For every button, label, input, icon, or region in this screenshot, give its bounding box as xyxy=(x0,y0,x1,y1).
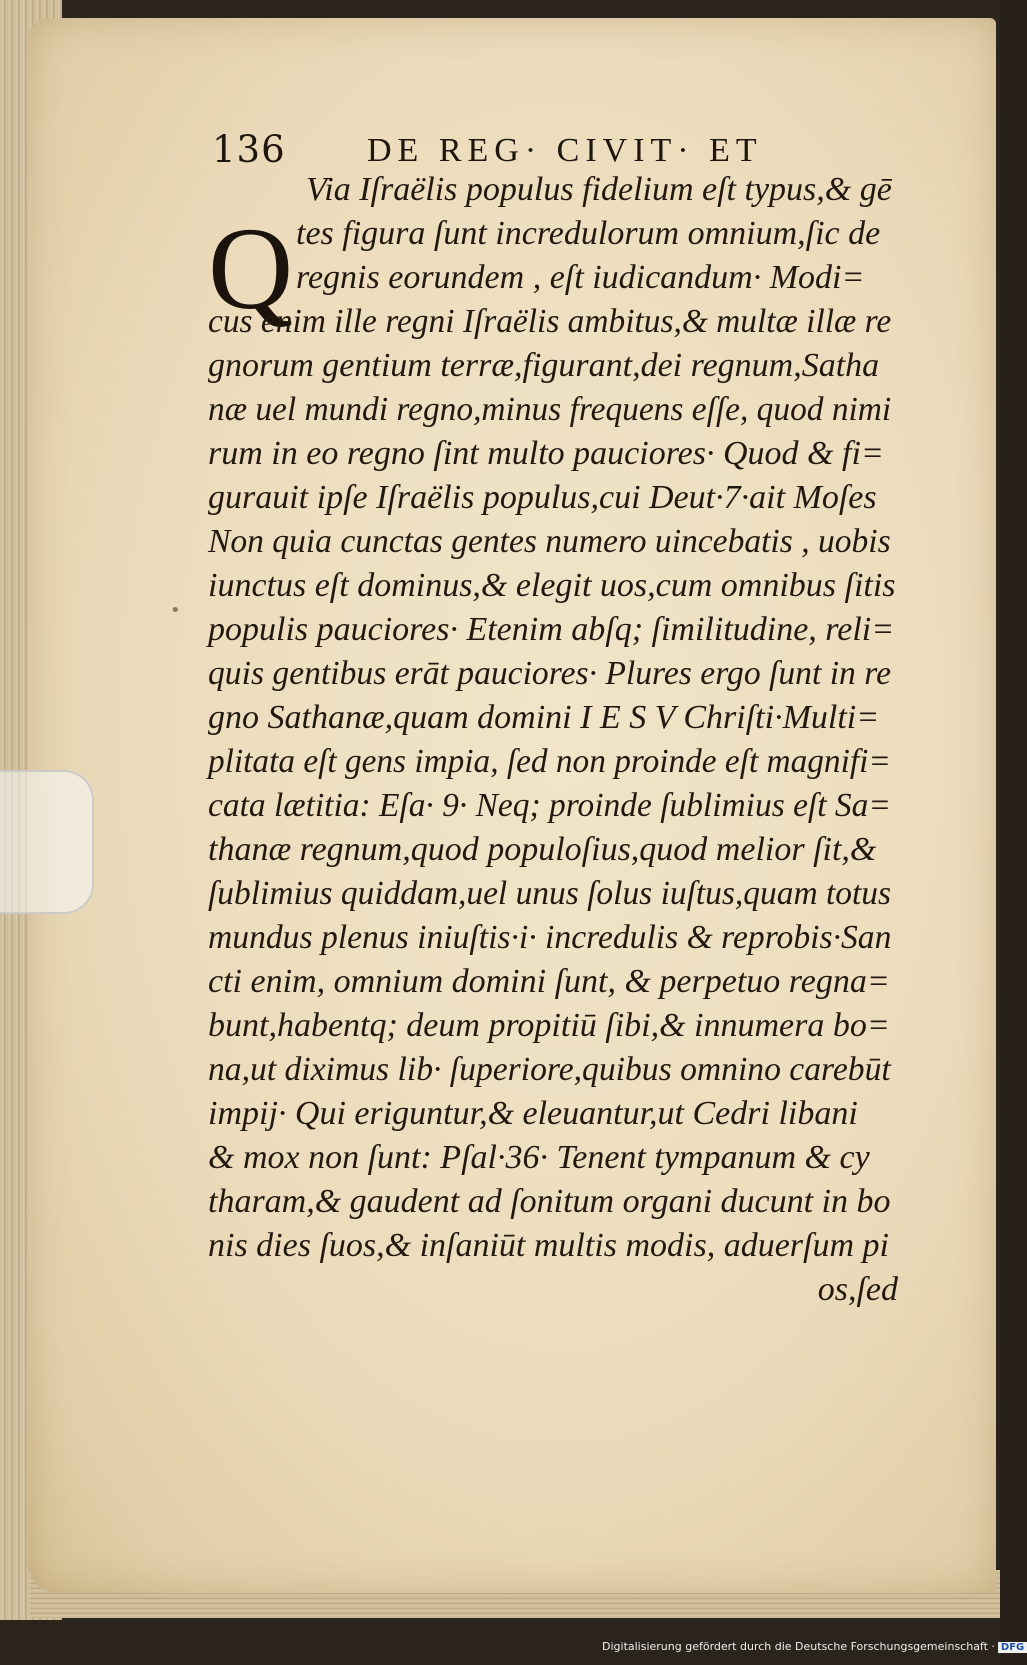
text-line: & mox non ſunt: Pſal·36· Tenent tympanum & cy xyxy=(208,1139,870,1176)
text-line: gurauit ipſe Iſraëlis populus,cui Deut·7·ait Moſes xyxy=(208,479,877,516)
margin-mark: • xyxy=(170,600,181,621)
text-line: gno Sathanæ,quam domini I E S V Chriſti·Multi= xyxy=(208,699,880,736)
text-line: næ uel mundi regno,minus frequens eſſe, quod nimi xyxy=(208,391,892,428)
text-line: bunt,habentq; deum propitiū ſibi,& innumera bo= xyxy=(208,1007,890,1044)
text-line: plitata eſt gens impia, ſed non proinde eſt magnifi= xyxy=(208,743,891,780)
text-line: cus enim ille regni Iſraëlis ambitus,& multæ illæ re xyxy=(208,303,892,340)
digitization-credit-text: Digitalisierung gefördert durch die Deutsche Forschungsgemeinschaft · xyxy=(602,1640,995,1653)
text-line: cata lætitia: Eſa· 9· Neq; proinde ſublimius eſt Sa= xyxy=(208,787,891,824)
running-head-title: DE REG· CIVIT· ET xyxy=(367,132,763,169)
drop-cap-initial: Q xyxy=(208,203,294,334)
body-text xyxy=(208,168,898,1312)
page-holder-clip xyxy=(0,770,94,914)
text-line: iunctus eſt dominus,& elegit uos,cum omnibus ſitis xyxy=(208,567,896,604)
text-line: impij· Qui eriguntur,& eleuantur,ut Cedri libani xyxy=(208,1095,858,1132)
text-line: rum in eo regno ſint multo pauciores· Quod & fi= xyxy=(208,435,884,472)
text-line: ſublimius quiddam,uel unus ſolus iuſtus,quam totus xyxy=(208,875,892,912)
dfg-logo: DFG xyxy=(998,1642,1027,1653)
digitization-credit xyxy=(602,1640,1025,1653)
text-line: mundus plenus iniuſtis·i· incredulis & reprobis·San xyxy=(208,919,892,956)
text-line: cti enim, omnium domini ſunt, & perpetuo regna= xyxy=(208,963,890,1000)
text-line: Non quia cunctas gentes numero uincebatis , uobis xyxy=(208,523,891,560)
text-line: gnorum gentium terræ,figurant,dei regnum,Satha xyxy=(208,347,880,384)
page-number: 136 xyxy=(212,128,286,171)
text-line: nis dies ſuos,& inſaniūt multis modis, aduerſum pi xyxy=(208,1227,889,1264)
text-line: tharam,& gaudent ad ſonitum organi ducunt in bo xyxy=(208,1183,891,1220)
catchword-line: os,ſed xyxy=(817,1271,898,1308)
text-line: populis pauciores· Etenim abſq; ſimilitudine, reli= xyxy=(208,611,895,648)
text-line: na,ut diximus lib· ſuperiore,quibus omnino carebūt xyxy=(208,1051,891,1088)
text-line: quis gentibus erāt pauciores· Plures ergo ſunt in re xyxy=(208,655,892,692)
text-line: tes figura ſunt incredulorum omnium,ſic de xyxy=(296,215,881,252)
text-line: regnis eorundem , eſt iudicandum· Modi= xyxy=(296,259,865,296)
text-line: Via Iſraëlis populus fidelium eſt typus,& gē xyxy=(306,171,892,208)
text-line: thanæ regnum,quod populoſius,quod melior ſit,& xyxy=(208,831,877,868)
